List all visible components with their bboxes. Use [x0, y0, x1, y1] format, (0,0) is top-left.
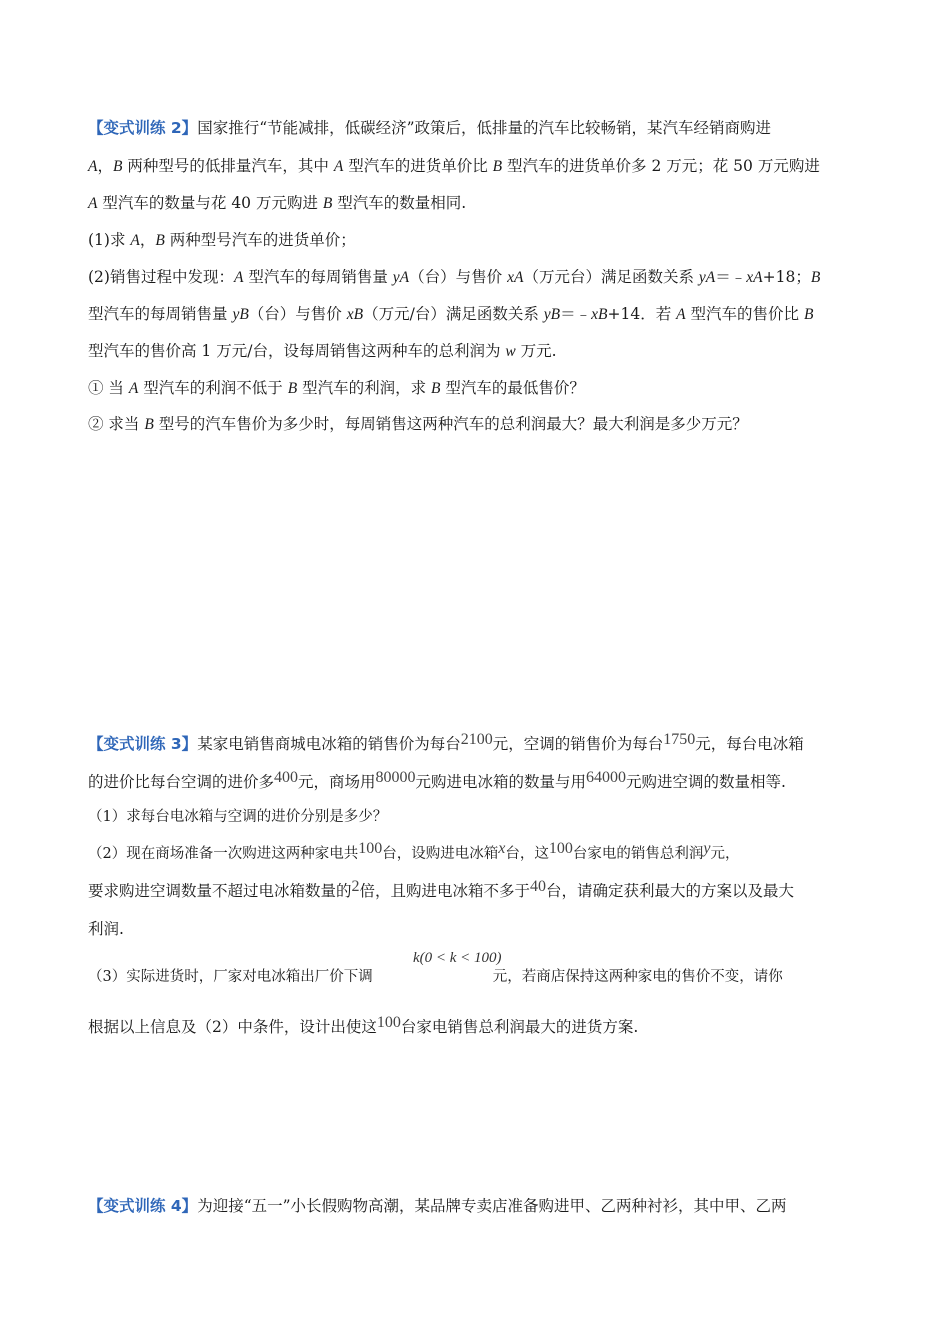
ex3-question-2-line-1: （2）现在商场准备一次购进这两种家电共100台，设购进电冰箱x台，这100台家电的销售总利润y元， — [88, 840, 740, 862]
ex2-line-3: A 型汽车的数量与花 40 万元购进 B 型汽车的数量相同. — [88, 194, 467, 212]
ex3-line-1: 【变式训练 3】某家电销售商城电冰箱的销售价为每台2100元，空调的销售价为每台1750元，每台电冰箱 — [88, 731, 804, 753]
ex2-tag: 【变式训练 2】 — [88, 119, 198, 137]
ex3-tag: 【变式训练 3】 — [88, 735, 198, 753]
ex4-line-1: 【变式训练 4】为迎接“五一”小长假购物高潮，某品牌专卖店准备购进甲、乙两种衬衫，其中甲、乙两 — [88, 1197, 787, 1215]
ex3-question-3-line-2: 根据以上信息及（2）中条件，设计出使这100台家电销售总利润最大的进货方案. — [88, 1014, 639, 1036]
ex2-question-2-line-3: 型汽车的售价高 1 万元/台，设每周销售这两种车的总利润为 w 万元. — [88, 342, 557, 360]
k-range-expression: k(0 < k < 100) — [413, 950, 502, 966]
ex3-question-2-line-3: 利润. — [88, 920, 124, 938]
ex2-line-1: 【变式训练 2】国家推行“节能减排，低碳经济”政策后，低排量的汽车比较畅销，某汽车经销商购进 — [88, 119, 772, 137]
ex3-question-3-line-1: （3）实际进货时，厂家对电冰箱出厂价下调 元，若商店保持这两种家电的售价不变，请你 — [88, 969, 783, 985]
ex2-subquestion-1: ① 当 A 型汽车的利润不低于 B 型汽车的利润，求 B 型汽车的最低售价？ — [88, 379, 585, 397]
ex3-line-2: 的进价比每台空调的进价多400元，商场用80000元购进电冰箱的数量与用64000元购进空调的数量相等. — [88, 769, 786, 791]
ex2-question-1: (1)求 A，B 两种型号汽车的进货单价； — [88, 231, 356, 249]
ex2-subquestion-2: ② 求当 B 型号的汽车售价为多少时，每周销售这两种汽车的总利润最大？最大利润是多少万元？ — [88, 415, 748, 433]
ex2-line-2: A，B 两种型号的低排量汽车，其中 A 型汽车的进货单价比 B 型汽车的进货单价多 2 万元；花 50 万元购进 — [88, 157, 820, 175]
ex3-question-2-line-2: 要求购进空调数量不超过电冰箱数量的2倍，且购进电冰箱不多于40台，请确定获利最大的方案以及最大 — [88, 878, 795, 900]
ex3-question-1: （1）求每台电冰箱与空调的进价分别是多少？ — [88, 809, 388, 825]
ex2-question-2-line-2: 型汽车的每周销售量 yB（台）与售价 xB（万元/台）满足函数关系 yB＝﹣xB+14．若 A 型汽车的售价比 B — [88, 305, 814, 323]
ex4-tag: 【变式训练 4】 — [88, 1197, 198, 1215]
ex2-question-2-line-1: (2)销售过程中发现：A 型汽车的每周销售量 yA（台）与售价 xA（万元台）满足函数关系 yA＝﹣xA+18；B — [88, 268, 821, 286]
